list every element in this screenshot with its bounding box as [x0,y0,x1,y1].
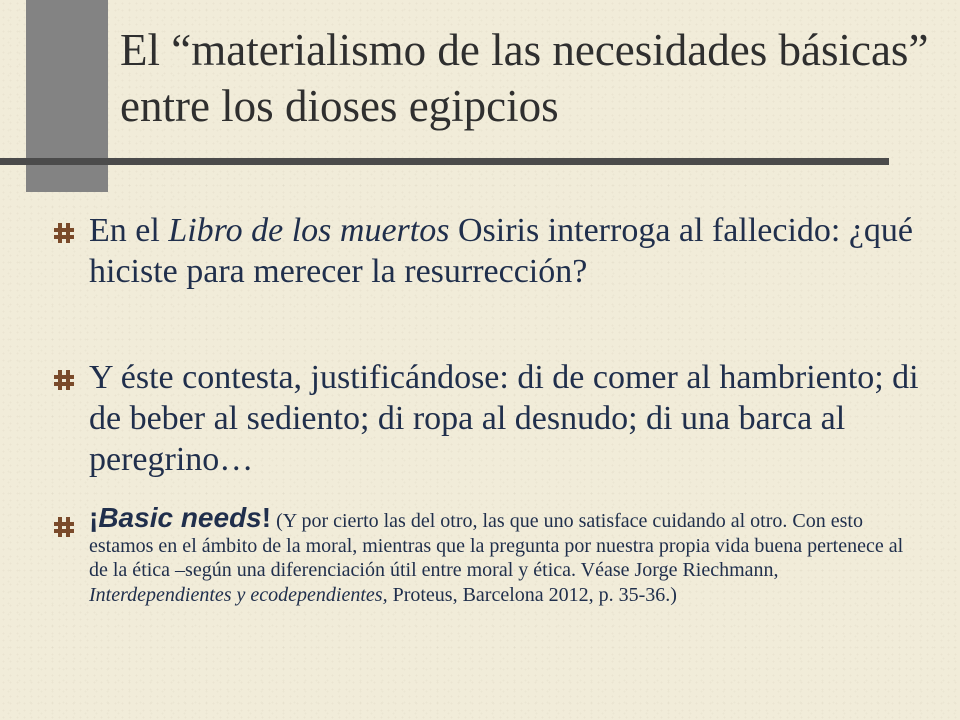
bullet-text-part: Osiris interroga al fallecido: ¿qué hiciste para merecer la resurrección? [89,212,914,290]
basic-needs-heading [89,502,271,533]
heading-word: Basic needs [98,502,262,533]
hash-bullet-icon [53,516,75,538]
bullet-text-part: En el [89,212,169,249]
bullet-text [89,210,925,292]
hash-bullet-icon [53,222,75,244]
bullet-text [89,502,925,607]
hash-bullet-icon [53,369,75,391]
slide-title: El “materialismo de las necesidades básicas” entre los dioses egipcios [120,25,929,131]
heading-punct: ! [261,502,272,533]
book-title: Libro de los muertos [168,212,450,249]
note-text: (Y por cierto las del otro, las que uno satisface cuidando al otro. Con esto estamos en el ámbito de la moral, mientras que la pregunta por nuestra propia vida buena pertenece al de la ética –según una diferenciación útil entre moral y ética. Véase Jorge Riechmann, [89,510,904,581]
heading-punct: ¡ [89,502,99,533]
citation-text: Proteus, Barcelona 2012, p. 35-36.) [387,583,677,606]
book-title: Interdependientes y ecodependientes, [89,583,388,606]
bullet-text: Y éste contesta, justificándose: di de comer al hambriento; di de beber al sediento; di ropa al desnudo; di una barca al peregrino… [89,359,919,478]
